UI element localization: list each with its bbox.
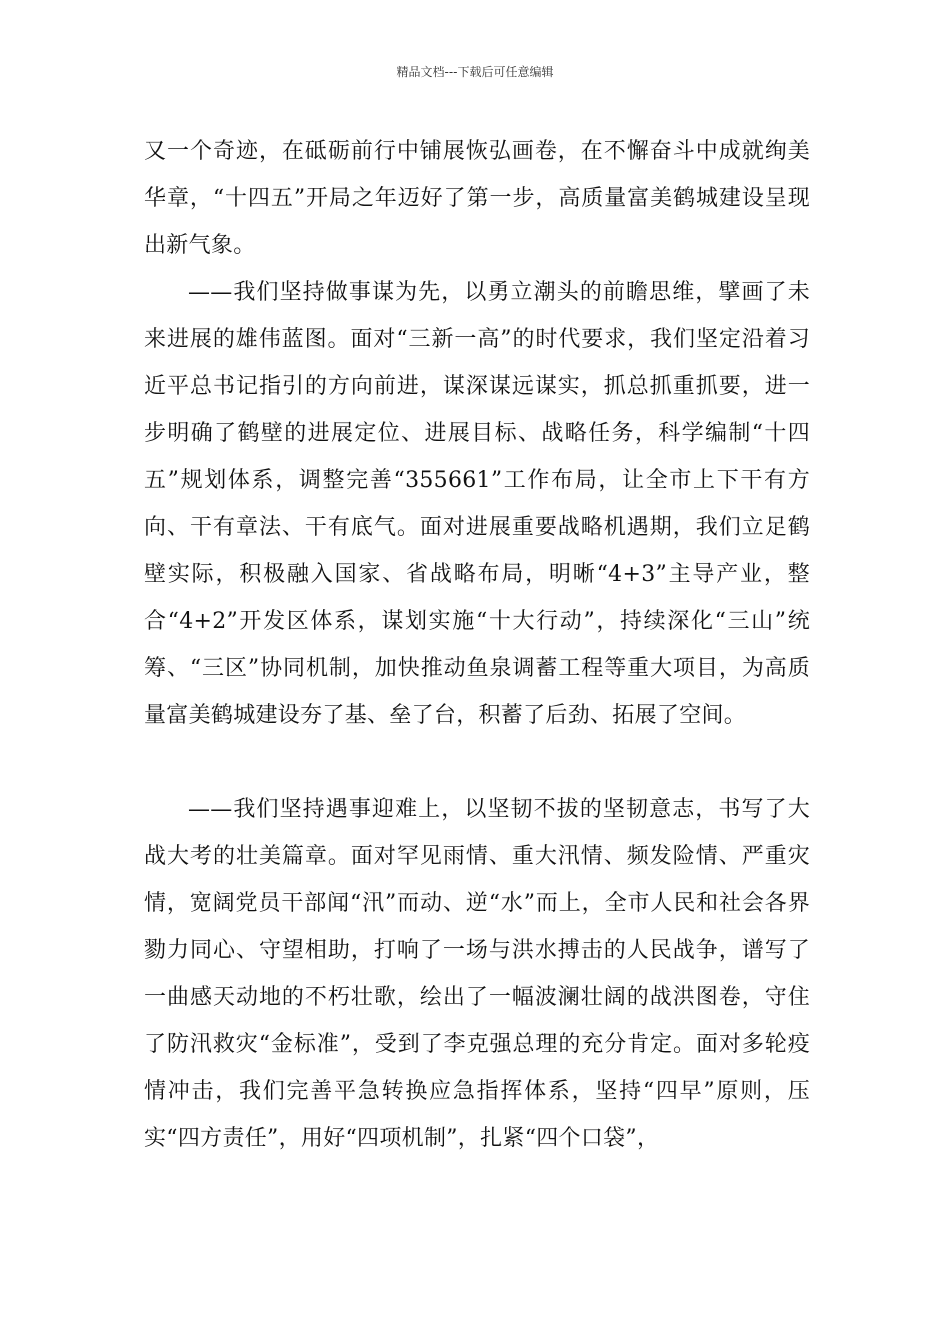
page-header: 精品文档---下载后可任意编辑 [396, 65, 554, 79]
paragraph-continuation: 又一个奇迹，在砥砺前行中铺展恢弘画卷，在不懈奋斗中成就绚美华章，“十四五”开局之年迈好了第一步，高质量富美鹤城建设呈现出新气象。 [144, 139, 810, 258]
document-body [144, 128, 810, 1162]
paragraph-flood-response: ——我们坚持遇事迎难上，以坚韧不拔的坚韧意志，书写了大战大考的壮美篇章。面对罕见雨情、重大汛情、频发险情、严重灾情，宽阔党员干部闻“汛”而动、逆“水”而上，全市人民和社会各界勠力同心、守望相助，打响了一场与洪水搏击的人民战争，谱写了一曲感天动地的不朽壮歌，绘出了一幅波澜壮阔的战洪图卷，守住了防汛救灾“金标准”，受到了李克强总理的充分肯定。面对多轮疫情冲击，我们完善平急转换应急指挥体系，坚持“四早”原则，压实“四方责任”，用好“四项机制”，扎紧“四个口袋”， [144, 797, 810, 1151]
paragraph-planning: ——我们坚持做事谋为先，以勇立潮头的前瞻思维，擘画了未来进展的雄伟蓝图。面对“三新一高”的时代要求，我们坚定沿着习近平总书记指引的方向前进，谋深谋远谋实，抓总抓重抓要，进一步明确了鹤壁的进展定位、进展目标、战略任务，科学编制“十四五”规划体系，调整完善“355661”工作布局，让全市上下干有方向、干有章法、干有底气。面对进展重要战略机遇期，我们立足鹤壁实际，积极融入国家、省战略布局，明晰“4+3”主导产业，整合“4+2”开发区体系，谋划实施“十大行动”，持续深化“三山”统筹、“三区”协同机制，加快推动鱼泉调蓄工程等重大项目，为高质量富美鹤城建设夯了基、垒了台，积蓄了后劲、拓展了空间。 [144, 280, 810, 728]
